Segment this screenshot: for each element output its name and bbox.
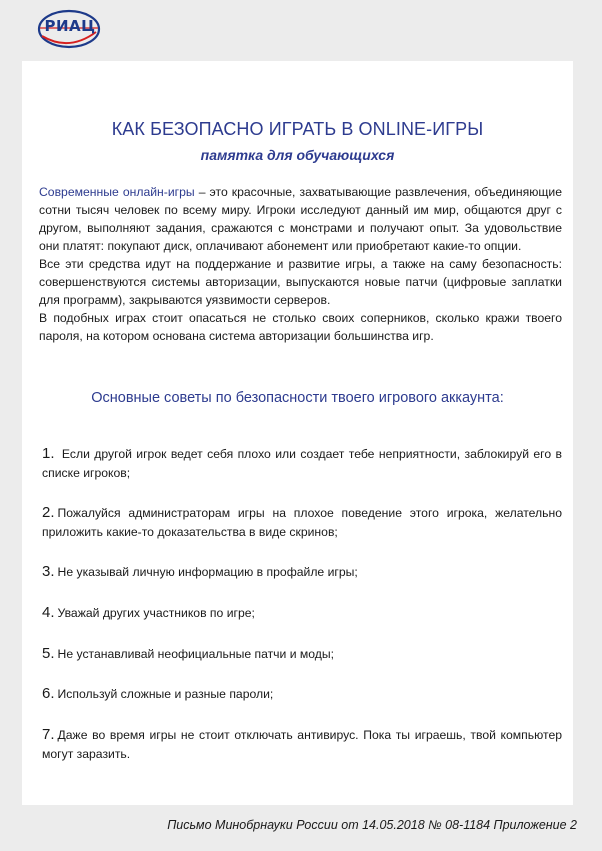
document-page: [22, 61, 573, 805]
tip-item: [42, 562, 562, 582]
tip-text: Уважай других участников по игре;: [57, 606, 255, 620]
tip-text: Пожалуйся администраторам игры на плохое поведение этого игрока, желательно приложить какие-то доказательства в виде скринов;: [42, 506, 562, 539]
document-title: КАК БЕЗОПАСНО ИГРАТЬ В ONLINE-ИГРЫ: [111, 119, 484, 139]
tip-item: [42, 684, 562, 704]
tips-heading: Основные советы по безопасности твоего игрового аккаунта:: [91, 390, 504, 406]
tip-number: 6.: [42, 685, 55, 702]
intro-paragraph-1-rest: – это красочные, захватывающие развлечения, объединяющие сотни тысяч человек по всему миру. Игроки исследуют данный им мир, общаются друг с другом, выполняют задания, сражаются с монстрами и получают опыт. За удовольствие они платят: покупают диск, оплачивают абонемент или приобретают какие-то опции.: [39, 185, 562, 253]
tip-text: Даже во время игры не стоит отключать антивирус. Пока ты играешь, твой компьютер могут заразить.: [42, 728, 562, 761]
tip-item: [42, 444, 562, 483]
tip-item: [42, 603, 562, 623]
intro-text: [39, 183, 562, 345]
tip-text: Если другой игрок ведет себя плохо или создает тебе неприятности, заблокируй его в списке игроков;: [42, 447, 562, 480]
tip-number: 7.: [42, 726, 55, 743]
tip-number: 4.: [42, 604, 55, 621]
tip-number: 5.: [42, 645, 55, 662]
intro-paragraph-1: [39, 183, 562, 255]
tip-text: Используй сложные и разные пароли;: [57, 687, 274, 701]
riac-logo: [36, 8, 102, 50]
intro-paragraph-3: В подобных играх стоит опасаться не столько своих соперников, сколько кражи твоего пароля, на котором основана система авторизации большинства игр.: [39, 311, 562, 343]
tip-text: Не устанавливай неофициальные патчи и моды;: [57, 647, 335, 661]
footer-note: Письмо Минобрнауки России от 14.05.2018 № 08-1184 Приложение 2: [167, 818, 577, 832]
tip-text: Не указывай личную информацию в профайле игры;: [57, 565, 358, 579]
logo-text: РИАЦ: [44, 17, 96, 35]
intro-lead: Современные онлайн-игры: [39, 185, 195, 199]
tip-number: 3.: [42, 563, 55, 580]
tip-number: 1.: [42, 445, 55, 462]
document-subtitle: памятка для обучающихся: [200, 147, 395, 163]
intro-paragraph-2: Все эти средства идут на поддержание и развитие игры, а также на саму безопасность: совершенствуются системы авторизации, выпускаются новые патчи (цифровые заплатки для программ), закрываются уязвимости серверов.: [39, 257, 562, 307]
tip-item: [42, 503, 562, 542]
tip-item: [42, 725, 562, 764]
tip-item: [42, 644, 562, 664]
tip-number: 2.: [42, 504, 55, 521]
